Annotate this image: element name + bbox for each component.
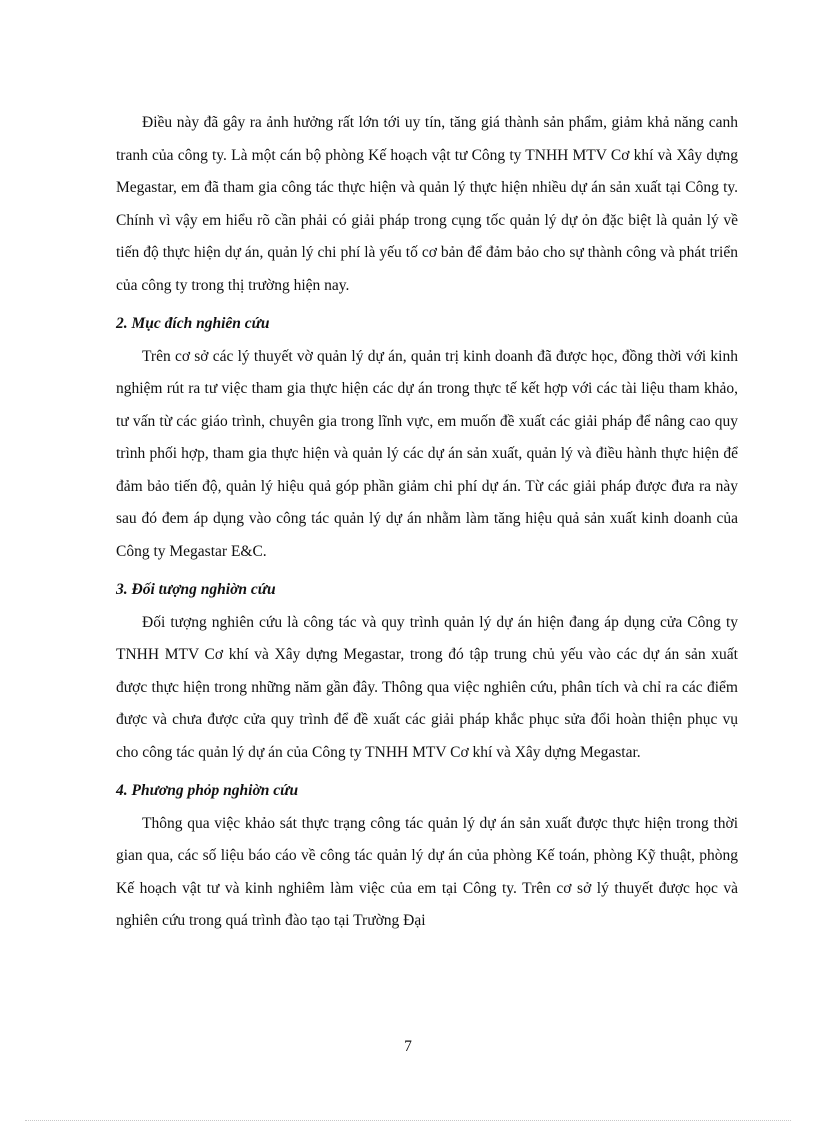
section-heading-subject: 3. Đối tượng nghiờn cứu xyxy=(116,581,276,598)
section-heading-method: 4. Phương phỏp nghiờn cứu xyxy=(116,782,299,799)
intro-paragraph: Điều này đã gây ra ảnh hưởng rất lớn tới uy tín, tăng giá thành sản phẩm, giảm khả năng canh tranh của công ty. Là một cán bộ phòng Kế hoạch vật tư Công ty TNHH MTV Cơ khí và Xây dựng Megastar, em đã tham gia công tác thực hiện và quản lý thực hiện nhiều dự án sản xuất tại Công ty. Chính vì vậy em hiểu rõ cần phải có giải pháp trong cụng tốc quản lý dự ỏn đặc biệt là quản lý về tiến độ thực hiện dự án, quản lý chi phí là yếu tố cơ bản để đảm bảo cho sự thành công và phát triển của công ty trong thị trường hiện nay. xyxy=(116,114,738,294)
section-text-purpose: Trên cơ sở các lý thuyết vờ quản lý dự án, quản trị kinh doanh đã được học, đồng thời với kinh nghiệm rút ra tư việc tham gia thực hiện các dự án trong thực tế kết hợp với các tài liệu tham khảo, tư vấn từ các giáo trình, chuyên gia trong lĩnh vực, em muốn đề xuất các giải pháp để nâng cao quy trình phối hợp, tham gia thực hiện và quản lý các dự án sản xuất, quản lý và điều hành thực hiện để đảm bảo tiến độ, quản lý hiệu quả góp phần giảm chi phí dự án. Từ các giải pháp được đưa ra này sau đó đem áp dụng vào công tác quản lý dự án nhằm làm tăng hiệu quả sản xuất kinh doanh của Công ty Megastar E&C. xyxy=(116,347,738,560)
page-number: 7 xyxy=(404,1038,412,1055)
section-text-subject: Đối tượng nghiên cứu là công tác và quy trình quản lý dự án hiện đang áp dụng cửa Công ty TNHH MTV Cơ khí và Xây dựng Megastar, trong đó tập trung chủ yếu vào các dự án sản xuất được thực hiện trong những năm gần đây. Thông qua việc nghiên cứu, phân tích và chỉ ra các điểm được và chưa được cửa quy trình để đề xuất các giải pháp khắc phục sửa đổi hoàn thiện phục vụ cho công tác quản lý dự án của Công ty TNHH MTV Cơ khí và Xây dựng Megastar. xyxy=(116,613,738,761)
section-heading-purpose: 2. Mục đích nghiên cứu xyxy=(116,315,270,332)
footer-divider xyxy=(25,1120,791,1121)
section-text-method: Thông qua việc khảo sát thực trạng công tác quản lý dự án sản xuất được thực hiện trong thời gian qua, các số liệu báo cáo về công tác quản lý dự án của phòng Kế toán, phòng Kỹ thuật, phòng Kế hoạch vật tư và kinh nghiêm làm việc của em tại Công ty. Trên cơ sở lý thuyết được học và nghiên cứu trong quá trình đào tạo tại Trường Đại xyxy=(116,814,738,929)
page-body xyxy=(116,107,738,938)
